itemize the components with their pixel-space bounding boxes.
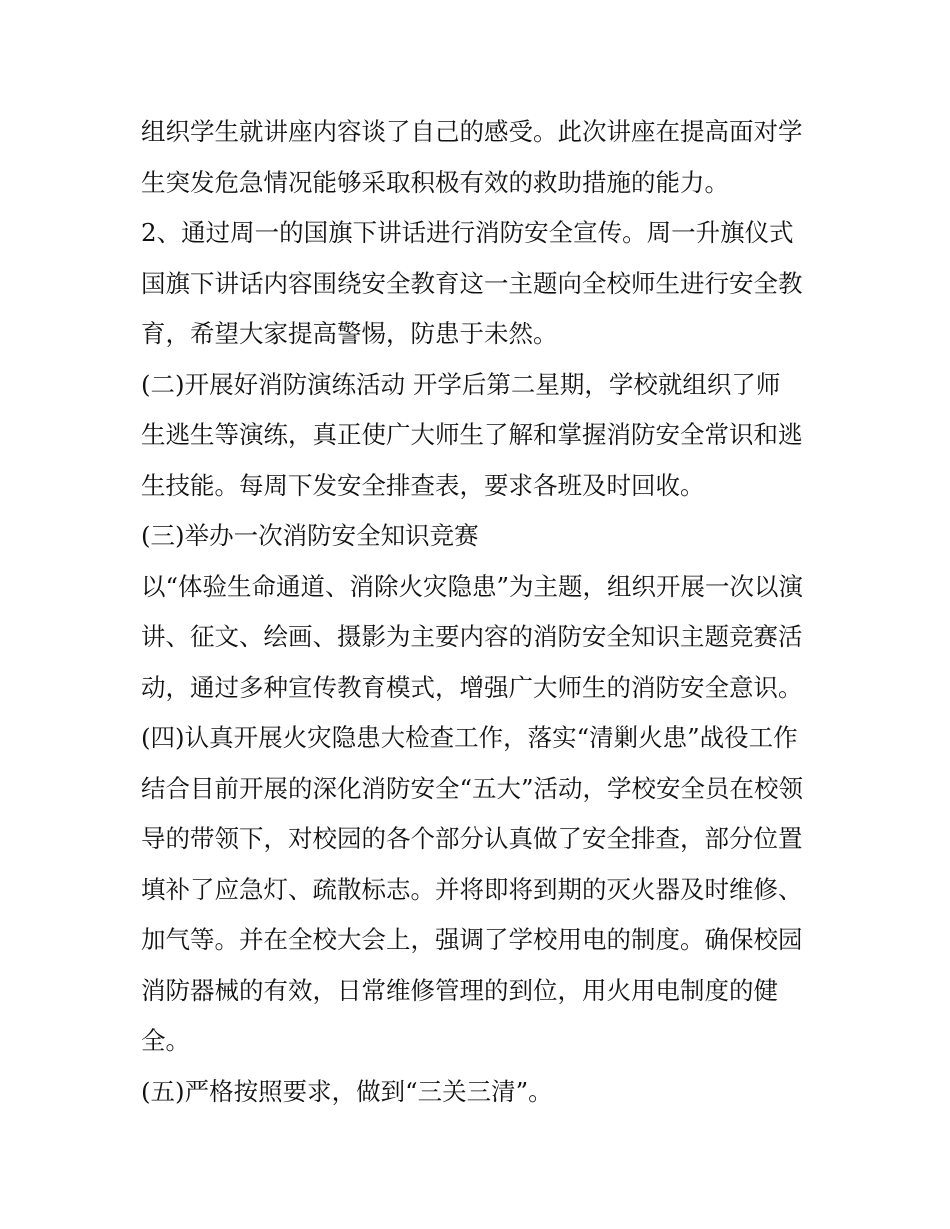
text-line: 讲、征文、绘画、摄影为主要内容的消防安全知识主题竞赛活	[141, 622, 803, 651]
text-line: (五)严格按照要求，做到“三关三清”。	[141, 1076, 553, 1106]
text-line: 国旗下讲话内容围绕安全教育这一主题向全校师生进行安全教	[141, 268, 803, 298]
text-line: 加气等。并在全校大会上，强调了学校用电的制度。确保校园	[141, 925, 803, 954]
text-line: (三)举办一次消防安全知识竞赛	[141, 521, 479, 550]
text-line: 以“体验生命通道、消除火灾隐患”为主题，组织开展一次以演	[141, 571, 804, 601]
text-line: 全。	[141, 1026, 190, 1055]
text-line: 消防器械的有效，日常维修管理的到位，用火用电制度的健	[141, 975, 778, 1005]
text-line: 生逃生等演练，真正使广大师生了解和掌握消防安全常识和逃	[141, 420, 803, 449]
text-line: 填补了应急灯、疏散标志。并将即将到期的灭火器及时维修、	[141, 874, 803, 904]
text-line: 导的带领下，对校园的各个部分认真做了安全排查，部分位置	[141, 824, 803, 853]
text-line: 育，希望大家提高警惕，防患于未然。	[141, 319, 558, 348]
text-line: 生技能。每周下发安全排查表，要求各班及时回收。	[141, 470, 705, 500]
text-line: (二)开展好消防演练活动 开学后第二星期，学校就组织了师	[141, 369, 781, 399]
text-line: 2、通过周一的国旗下讲话进行消防安全宣传。周一升旗仪式	[141, 218, 794, 247]
text-line: 结合目前开展的深化消防安全“五大”活动，学校安全员在校领	[141, 773, 804, 803]
text-line: 动，通过多种宣传教育模式，增强广大师生的消防安全意识。	[141, 672, 803, 702]
text-line: 生突发危急情况能够采取积极有效的救助措施的能力。	[141, 167, 729, 197]
text-line: 组织学生就讲座内容谈了自己的感受。此次讲座在提高面对学	[141, 117, 803, 146]
text-line: (四)认真开展火灾隐患大检查工作，落实“清剿火患”战役工作	[141, 723, 798, 752]
body-text	[141, 107, 821, 1117]
